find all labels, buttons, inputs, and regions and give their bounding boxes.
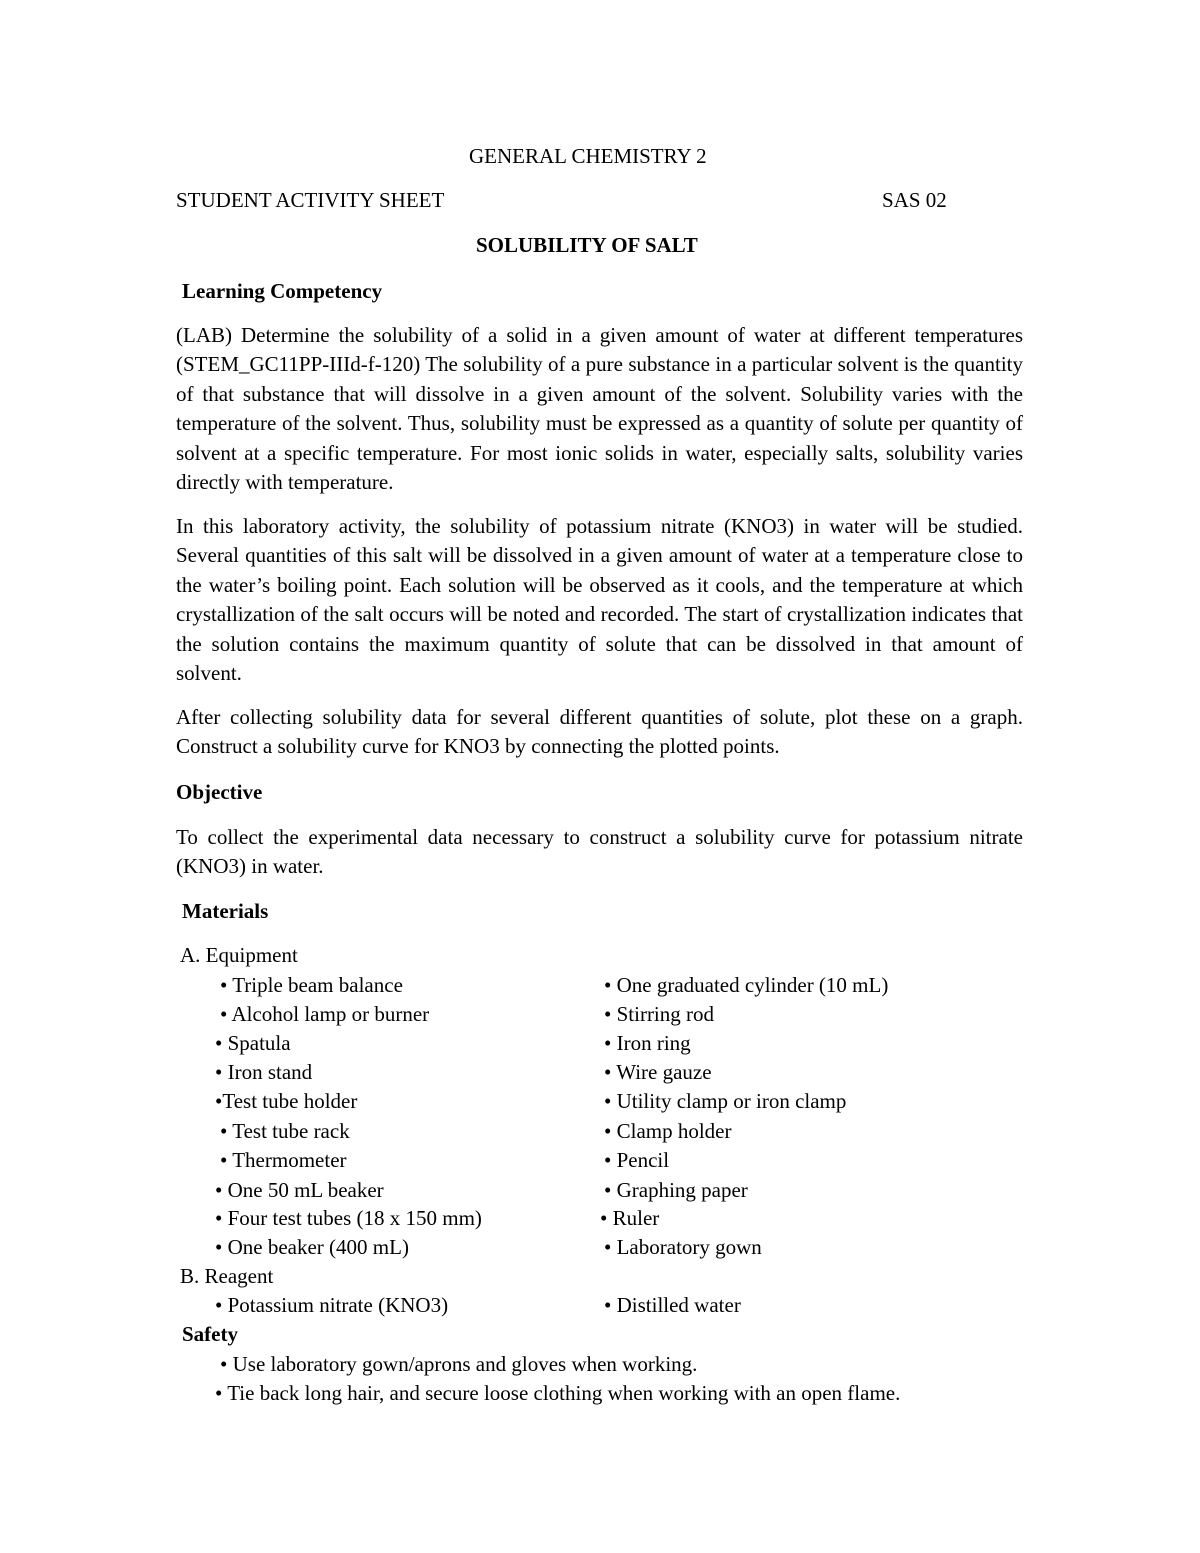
sheet-type: STUDENT ACTIVITY SHEET: [176, 188, 445, 212]
learning-competency-paragraph-1: (LAB) Determine the solubility of a solid in a given amount of water at different temperatures (STEM_GC11PP-IIId-f-120) The solubility of a pure substance in a particular solvent is the quantity of that substance that will dissolve in a given amount of the solvent. Solubility varies with the temperature of the solvent. Thus, solubility must be expressed as a quantity of solute per quantity of solvent at a specific temperature. For most ionic solids in water, especially salts, solubility varies directly with temperature.: [176, 323, 1023, 495]
reagent-label: B. Reagent: [180, 1264, 274, 1288]
materials-heading: Materials: [182, 899, 269, 923]
list-item: • Spatula: [215, 1031, 291, 1055]
list-item: • Thermometer: [220, 1148, 347, 1172]
learning-competency-paragraph-2: In this laboratory activity, the solubility of potassium nitrate (KNO3) in water will be studied. Several quantities of this salt will be dissolved in a given amount of water at a temperature close to the water’s boiling point. Each solution will be observed as it cools, and the temperature at which crystallization of the salt occurs will be noted and recorded. The start of crystallization indicates that the solution contains the maximum quantity of solute that can be dissolved in that amount of solvent.: [176, 514, 1023, 686]
list-item: • Iron stand: [215, 1060, 313, 1084]
list-item: • Utility clamp or iron clamp: [604, 1089, 847, 1113]
learning-competency-heading: Learning Competency: [182, 279, 383, 303]
activity-title: SOLUBILITY OF SALT: [476, 233, 698, 257]
list-item: • Test tube rack: [220, 1119, 350, 1143]
list-item: • Laboratory gown: [604, 1235, 762, 1259]
safety-item: • Use laboratory gown/aprons and gloves when working.: [220, 1352, 698, 1376]
list-item: • Iron ring: [604, 1031, 691, 1055]
safety-heading: Safety: [182, 1322, 238, 1346]
sheet-code: SAS 02: [882, 188, 947, 212]
objective-heading: Objective: [176, 780, 263, 804]
list-item: • Alcohol lamp or burner: [220, 1002, 430, 1026]
course-title: GENERAL CHEMISTRY 2: [469, 144, 707, 168]
reagent-item: • Potassium nitrate (KNO3): [215, 1293, 449, 1317]
safety-item: • Tie back long hair, and secure loose clothing when working with an open flame.: [215, 1381, 901, 1405]
objective-text: To collect the experimental data necessary to construct a solubility curve for potassium nitrate (KNO3) in water.: [176, 825, 1023, 879]
list-item: • Four test tubes (18 x 150 mm): [215, 1206, 482, 1230]
list-item: • Graphing paper: [604, 1178, 748, 1202]
equipment-label: A. Equipment: [180, 943, 298, 967]
list-item: • One graduated cylinder (10 mL): [604, 973, 889, 997]
list-item: • Clamp holder: [604, 1119, 732, 1143]
list-item: • One beaker (400 mL): [215, 1235, 409, 1259]
list-item: • One 50 mL beaker: [215, 1178, 384, 1202]
list-item: • Wire gauze: [604, 1060, 712, 1084]
list-item: • Pencil: [604, 1148, 670, 1172]
list-item: •Test tube holder: [215, 1089, 358, 1113]
list-item: • Stirring rod: [604, 1002, 715, 1026]
learning-competency-paragraph-3: After collecting solubility data for several different quantities of solute, plot these on a graph. Construct a solubility curve for KNO3 by connecting the plotted points.: [176, 705, 1023, 759]
reagent-item: • Distilled water: [604, 1293, 741, 1317]
list-item: • Triple beam balance: [220, 973, 403, 997]
list-item: • Ruler: [600, 1206, 660, 1230]
